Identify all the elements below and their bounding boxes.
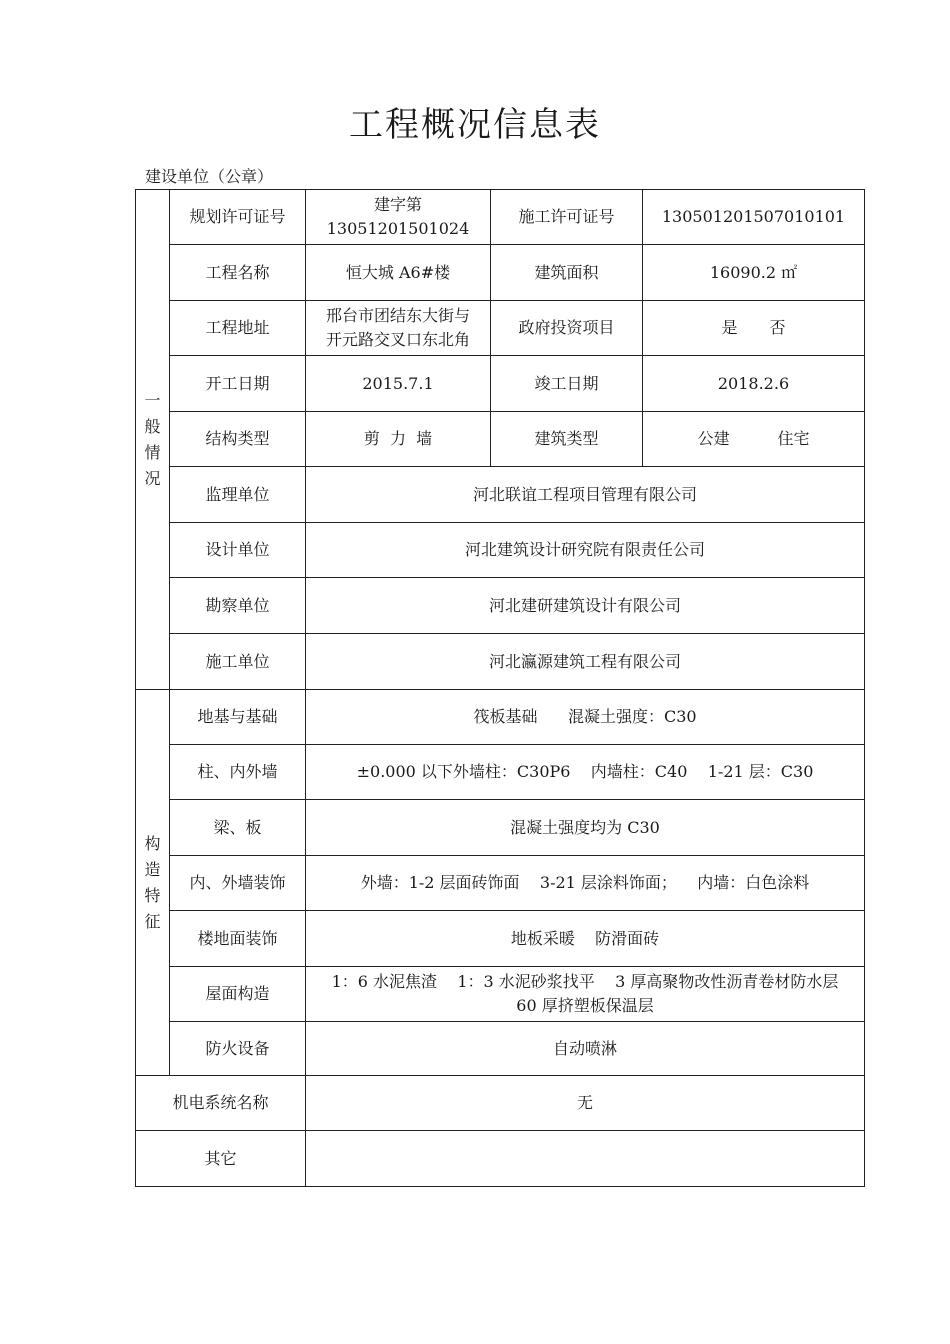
table-row [136, 523, 865, 578]
completion-date-label: 竣工日期 [491, 356, 643, 412]
table-row [136, 1022, 865, 1076]
project-name-value: 恒大城 A6#楼 [306, 245, 491, 301]
walls-label: 内、外墙装饰 [170, 856, 306, 911]
building-area-label: 建筑面积 [491, 245, 643, 301]
construction-label: 施工单位 [170, 634, 306, 690]
building-type-public: 公建 [697, 429, 730, 448]
survey-label: 勘察单位 [170, 578, 306, 634]
foundation-value: 筏板基础 混凝土强度：C30 [306, 690, 865, 745]
mep-label: 机电系统名称 [136, 1076, 306, 1131]
floor-label: 楼地面装饰 [170, 911, 306, 967]
completion-date-value: 2018.2.6 [643, 356, 865, 412]
table-row [136, 634, 865, 690]
table-row [136, 301, 865, 356]
table-row [136, 800, 865, 856]
fire-label: 防火设备 [170, 1022, 306, 1076]
page-title: 工程概况信息表 [349, 105, 601, 145]
gov-investment-label: 政府投资项目 [491, 301, 643, 356]
table-row [136, 1076, 865, 1131]
gov-investment-value [643, 301, 865, 356]
table-row [136, 1131, 865, 1187]
design-label: 设计单位 [170, 523, 306, 578]
columns-value: ±0.000 以下外墙柱：C30P6 内墙柱：C40 1-21 层：C30 [306, 745, 865, 800]
roof-value: 1：6 水泥焦渣 1：3 水泥砂浆找平 3 厚高聚物改性沥青卷材防水层 60 厚挤塑板保温层 [306, 967, 865, 1022]
construction-permit-label: 施工许可证号 [491, 190, 643, 245]
project-info-table [135, 189, 865, 1187]
walls-value: 外墙：1-2 层面砖饰面 3-21 层涂料饰面； 内墙：白色涂料 [306, 856, 865, 911]
beams-value: 混凝土强度均为 C30 [306, 800, 865, 856]
structure-type-label: 结构类型 [170, 412, 306, 467]
supervision-value: 河北联谊工程项目管理有限公司 [306, 467, 865, 523]
table-row [136, 412, 865, 467]
construction-value: 河北瀛源建筑工程有限公司 [306, 634, 865, 690]
other-label: 其它 [136, 1131, 306, 1187]
roof-label: 屋面构造 [170, 967, 306, 1022]
structure-type-value: 剪 力 墙 [306, 412, 491, 467]
start-date-label: 开工日期 [170, 356, 306, 412]
planning-permit-label: 规划许可证号 [170, 190, 306, 245]
table-row [136, 745, 865, 800]
gov-investment-no: 否 [769, 318, 786, 337]
section-general-label: 一般情况 [136, 190, 170, 690]
address-value: 邢台市团结东大街与 开元路交叉口东北角 [306, 301, 491, 356]
table-row [136, 690, 865, 745]
table-row [136, 245, 865, 301]
table-row [136, 911, 865, 967]
building-type-residential: 住宅 [777, 429, 810, 448]
mep-value: 无 [306, 1076, 865, 1131]
floor-value: 地板采暖 防滑面砖 [306, 911, 865, 967]
supervision-label: 监理单位 [170, 467, 306, 523]
fire-value: 自动喷淋 [306, 1022, 865, 1076]
table-row [136, 356, 865, 412]
table-row [136, 967, 865, 1022]
other-value [306, 1131, 865, 1187]
foundation-label: 地基与基础 [170, 690, 306, 745]
design-value: 河北建筑设计研究院有限责任公司 [306, 523, 865, 578]
construction-permit-value: 130501201507010101 [643, 190, 865, 245]
building-area-value: 16090.2 ㎡ [643, 245, 865, 301]
section-structure-label: 构造特征 [136, 690, 170, 1076]
building-type-label: 建筑类型 [491, 412, 643, 467]
table-row [136, 578, 865, 634]
beams-label: 梁、板 [170, 800, 306, 856]
building-type-value [643, 412, 865, 467]
address-label: 工程地址 [170, 301, 306, 356]
table-row [136, 190, 865, 245]
project-name-label: 工程名称 [170, 245, 306, 301]
gov-investment-yes: 是 [721, 318, 738, 337]
columns-label: 柱、内外墙 [170, 745, 306, 800]
start-date-value: 2015.7.1 [306, 356, 491, 412]
table-row [136, 856, 865, 911]
survey-value: 河北建研建筑设计有限公司 [306, 578, 865, 634]
table-row [136, 467, 865, 523]
owner-label: 建设单位（公章） [145, 167, 274, 186]
planning-permit-value: 建字第 13051201501024 [306, 190, 491, 245]
